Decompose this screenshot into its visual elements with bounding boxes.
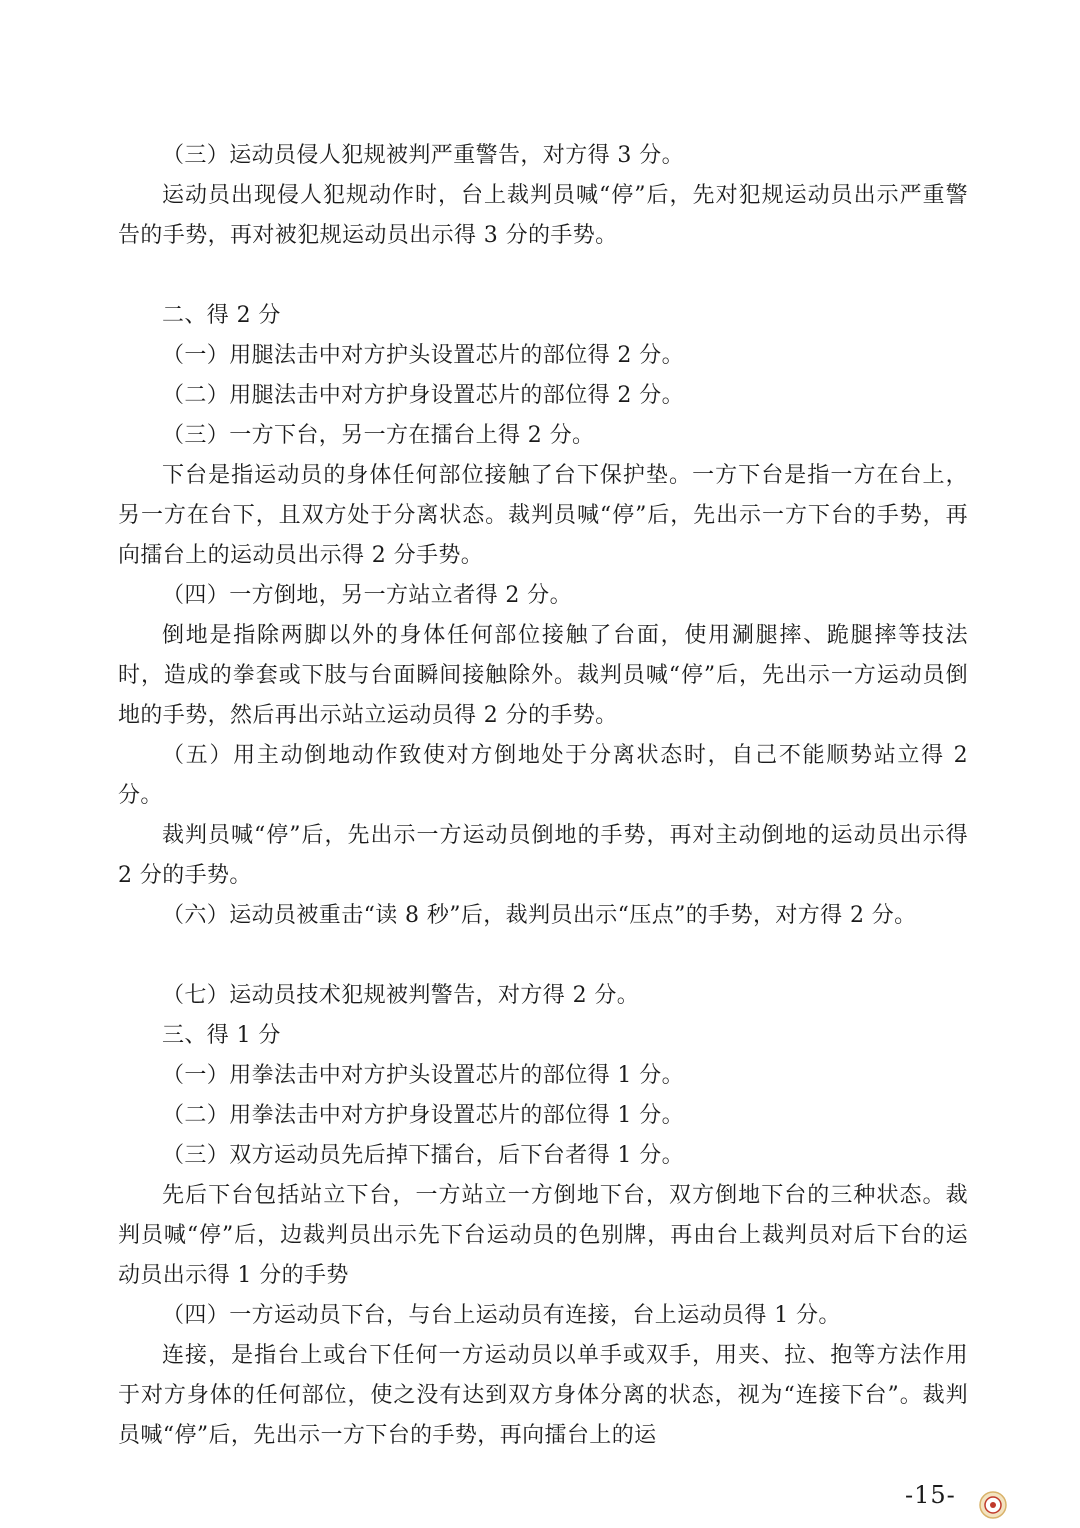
paragraph-foul-gesture: 运动员出现侵人犯规动作时，台上裁判员喊“停”后，先对犯规运动员出示严重警告的手势，再对被犯规运动员出示得 3 分的手势。 [118, 183, 968, 248]
paragraph-both-fall-off-definition: 先后下台包括站立下台，一方站立一方倒地下台，双方倒地下台的三种状态。裁判员喊“停”后，边裁判员出示先下台运动员的色别牌，再由台上裁判员对后下台的运动员出示得 1 分的手势 [118, 1183, 968, 1288]
paragraph-off-platform: （三）一方下台，另一方在擂台上得 2 分。 [162, 423, 595, 448]
paragraph-technical-foul: （七）运动员技术犯规被判警告，对方得 2 分。 [162, 983, 640, 1008]
paragraph-active-fall: （五）用主动倒地动作致使对方倒地处于分离状态时，自己不能顺势站立得 2 分。 [118, 743, 968, 808]
seal-icon [978, 1490, 1008, 1520]
paragraph-kick-head: （一）用腿法击中对方护头设置芯片的部位得 2 分。 [162, 343, 684, 368]
paragraph-punch-head: （一）用拳法击中对方护头设置芯片的部位得 1 分。 [162, 1063, 684, 1088]
paragraph-active-fall-gesture: 裁判员喊“停”后，先出示一方运动员倒地的手势，再对主动倒地的运动员出示得 2 分的手势。 [118, 823, 968, 888]
heading-one-point: 三、得 1 分 [162, 1023, 281, 1048]
page-number: -15- [905, 1481, 956, 1509]
paragraph-connected-fall: （四）一方运动员下台，与台上运动员有连接，台上运动员得 1 分。 [162, 1303, 841, 1328]
paragraph-punch-body: （二）用拳法击中对方护身设置芯片的部位得 1 分。 [162, 1103, 684, 1128]
paragraph-off-platform-definition: 下台是指运动员的身体任何部位接触了台下保护垫。一方下台是指一方在台上，另一方在台下，且双方处于分离状态。裁判员喊“停”后，先出示一方下台的手势，再向擂台上的运动员出示得 2 分手势。 [118, 463, 968, 568]
heading-two-points: 二、得 2 分 [162, 303, 281, 328]
paragraph-knockdown: （四）一方倒地，另一方站立者得 2 分。 [162, 583, 572, 608]
paragraph-both-fall-off: （三）双方运动员先后掉下擂台，后下台者得 1 分。 [162, 1143, 684, 1168]
paragraph-foul-severe-warning: （三）运动员侵人犯规被判严重警告，对方得 3 分。 [162, 143, 684, 168]
paragraph-knockdown-definition: 倒地是指除两脚以外的身体任何部位接触了台面，使用涮腿摔、跪腿摔等技法时，造成的拳套或下肢与台面瞬间接触除外。裁判员喊“停”后，先出示一方运动员倒地的手势，然后再出示站立运动员得 2 分的手势。 [118, 623, 968, 728]
paragraph-eight-count: （六）运动员被重击“读 8 秒”后，裁判员出示“压点”的手势，对方得 2 分。 [162, 903, 917, 928]
paragraph-kick-body: （二）用腿法击中对方护身设置芯片的部位得 2 分。 [162, 383, 684, 408]
paragraph-connection-definition: 连接，是指台上或台下任何一方运动员以单手或双手，用夹、拉、抱等方法作用于对方身体的任何部位，使之没有达到双方身体分离的状态，视为“连接下台”。裁判员喊“停”后，先出示一方下台的手势，再向擂台上的运 [118, 1343, 968, 1448]
